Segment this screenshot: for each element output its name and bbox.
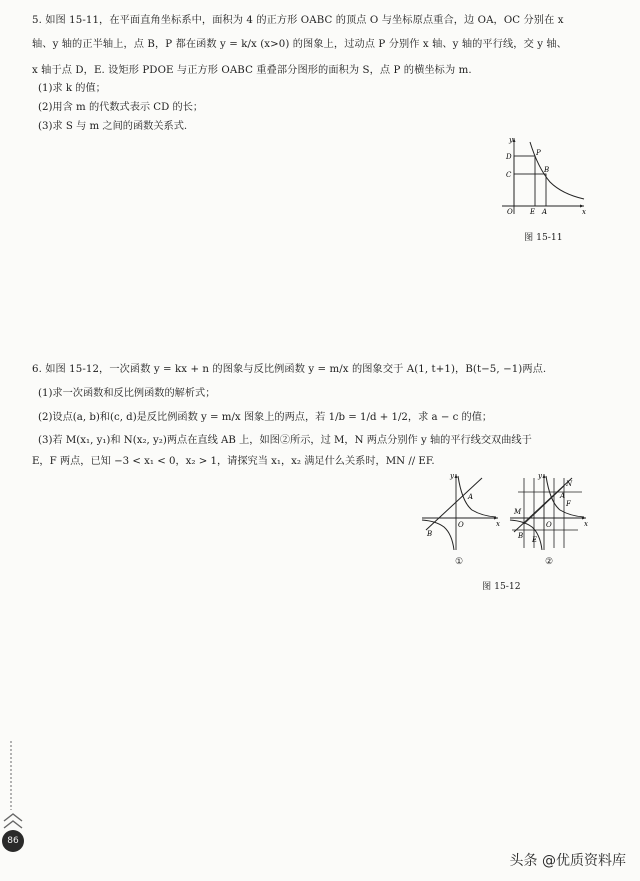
y-axis-arrow bbox=[455, 474, 458, 478]
fig1-label-y: y bbox=[509, 136, 513, 144]
question-6-part-3-line-2: E，F 两点，已知 −3 < x₁ < 0，x₂ > 1，请探究当 x₁，x₂ 满足什么关系时，MN // EF. bbox=[32, 456, 435, 467]
question-5-part-3: (3)求 S 与 m 之间的函数关系式. bbox=[38, 121, 188, 132]
question-5-line-1: 5. 如图 15-11，在平面直角坐标系中，面积为 4 的正方形 OABC 的顶点 O 与坐标原点重合，边 OA，OC 分别在 x bbox=[32, 15, 564, 26]
fig3-label-o: O bbox=[546, 521, 552, 529]
line-ab bbox=[426, 478, 482, 530]
fig2-label-b: B bbox=[427, 530, 433, 538]
fig3-label-m: M bbox=[514, 508, 522, 516]
fig1-label-e: E bbox=[530, 208, 536, 216]
fig3-label-a: A bbox=[560, 492, 566, 500]
fig1-label-a: A bbox=[542, 208, 548, 216]
fig1-label-x: x bbox=[582, 208, 586, 216]
fig1-label-c: C bbox=[506, 171, 512, 179]
figure-15-11 bbox=[500, 134, 590, 218]
question-6-line-1: 6. 如图 15-12，一次函数 y = kx + n 的图象与反比例函数 y = m/x 的图象交于 A(1, t+1)，B(t−5, −1)两点. bbox=[32, 364, 547, 375]
fig2-label-a: A bbox=[468, 493, 474, 501]
fig3-label-e: E bbox=[532, 536, 538, 544]
fig1-label-d: D bbox=[506, 153, 512, 161]
question-5-part-1: (1)求 k 的值； bbox=[38, 83, 106, 94]
figure-15-12-2-label: ② bbox=[545, 556, 554, 567]
fig2-label-y: y bbox=[450, 472, 454, 480]
decorative-dot-strip bbox=[9, 740, 13, 810]
fig1-label-p: P bbox=[536, 149, 541, 157]
page-number: 86 bbox=[2, 830, 24, 852]
question-5-line-2: 轴、y 轴的正半轴上，点 B，P 都在函数 y = k/x (x>0) 的图象上，过动点 P 分别作 x 轴、y 轴的平行线，交 y 轴、 bbox=[32, 39, 567, 50]
figure-15-12-1 bbox=[420, 472, 502, 552]
fig3-label-y: y bbox=[538, 472, 542, 480]
figure-15-12-2 bbox=[508, 472, 590, 552]
line-ab bbox=[514, 478, 572, 532]
fig3-label-f: F bbox=[566, 500, 571, 508]
y-axis-arrow bbox=[543, 474, 546, 478]
square-oabc bbox=[514, 174, 546, 206]
question-6-part-1: (1)求一次函数和反比例函数的解析式； bbox=[38, 388, 216, 399]
rectangle-pdoe bbox=[514, 156, 535, 206]
watermark: 头条 @优质资料库 bbox=[509, 853, 626, 869]
hyperbola-branch-left bbox=[510, 520, 542, 550]
question-5-part-2: (2)用含 m 的代数式表示 CD 的长； bbox=[38, 102, 204, 113]
fig2-label-o: O bbox=[458, 521, 464, 529]
question-5-line-3: x 轴于点 D，E. 设矩形 PDOE 与正方形 OABC 重叠部分图形的面积为 S，点 P 的横坐标为 m. bbox=[32, 65, 472, 76]
fig2-label-x: x bbox=[496, 520, 500, 528]
fig3-label-x: x bbox=[584, 520, 588, 528]
fig3-label-b: B bbox=[518, 532, 524, 540]
figure-15-12-1-label: ① bbox=[455, 556, 464, 567]
fig1-label-o: O bbox=[507, 208, 513, 216]
fig1-label-b: B bbox=[544, 166, 550, 174]
figure-15-11-caption: 图 15-11 bbox=[524, 232, 563, 243]
figure-15-12-caption: 图 15-12 bbox=[482, 581, 521, 592]
question-6-part-3-line-1: (3)若 M(x₁, y₁)和 N(x₂, y₂)两点在直线 AB 上，如图②所示，过 M，N 两点分别作 y 轴的平行线交双曲线于 bbox=[38, 435, 532, 446]
fig3-label-n: N bbox=[566, 480, 573, 488]
question-6-part-2: (2)设点(a, b)和(c, d)是反比例函数 y = m/x 图象上的两点，若 1/b = 1/d + 1/2，求 a − c 的值； bbox=[38, 412, 493, 423]
